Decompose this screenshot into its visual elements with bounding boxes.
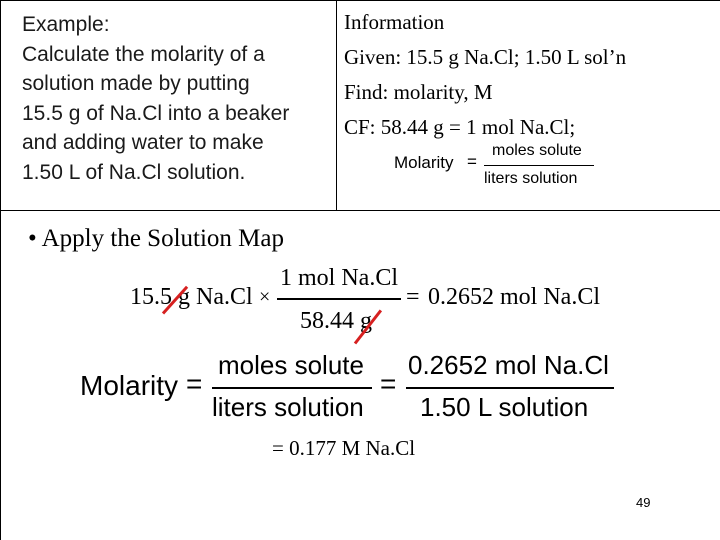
example-text (22, 10, 322, 187)
final-answer: = 0.177 M Na.Cl (272, 436, 416, 460)
eq1-numerator: 1 mol Na.Cl (280, 265, 398, 291)
left-border (0, 210, 1, 540)
eq2-fraction-bar-1 (212, 387, 372, 389)
info-equals: = (467, 152, 477, 171)
example-line: and adding water to make (22, 131, 264, 154)
example-line: Example: (22, 13, 110, 36)
example-line: Calculate the molarity of a (22, 42, 265, 66)
eq1-result: 0.2652 mol Na.Cl (428, 284, 600, 310)
eq2-denominator-1: liters solution (212, 392, 364, 422)
solution-map-bullet: • Apply the Solution Map (28, 225, 284, 252)
eq2-molarity-label: Molarity (80, 370, 179, 401)
eq2-numerator-2: 0.2652 mol Na.Cl (408, 350, 609, 380)
eq1-equals: = (406, 284, 420, 310)
eq2-equals-1: = (186, 368, 203, 399)
info-conversion-factor: CF: 58.44 g = 1 mol Na.Cl; (344, 115, 576, 139)
eq1-times: × (259, 286, 271, 308)
eq2-equals-2: = (380, 368, 397, 399)
example-line: 15.5 g of Na.Cl into a beaker (22, 101, 290, 125)
info-given: Given: 15.5 g Na.Cl; 1.50 L sol’n (344, 45, 627, 69)
eq1-denominator: 58.44 g (300, 308, 372, 334)
eq2-numerator-1: moles solute (218, 350, 364, 380)
info-numerator: moles solute (492, 142, 582, 159)
table-divider (0, 210, 720, 211)
eq2-fraction-bar-2 (406, 387, 614, 389)
info-heading: Information (344, 10, 445, 34)
example-line: solution made by putting (22, 72, 250, 95)
info-find: Find: molarity, M (344, 80, 493, 104)
example-line: 1.50 L of Na.Cl solution. (22, 160, 246, 184)
info-denominator: liters solution (484, 170, 578, 187)
info-molarity-label: Molarity (394, 153, 454, 172)
eq1-fraction-bar (277, 298, 401, 300)
eq1-given: 15.5 g Na.Cl (130, 284, 253, 310)
info-fraction-bar (484, 165, 594, 166)
eq2-denominator-2: 1.50 L solution (420, 392, 589, 422)
page-number: 49 (636, 495, 651, 510)
